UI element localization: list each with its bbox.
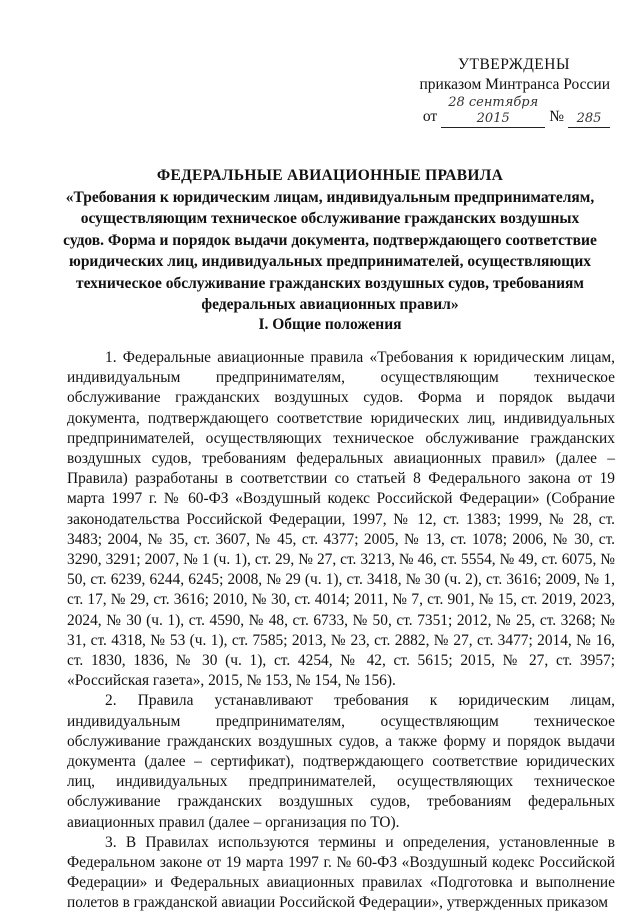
date-prefix: от [422, 108, 438, 125]
approval-order: приказом Минтранса России [419, 76, 610, 93]
handwritten-number: 285 [568, 111, 610, 128]
document-title: ФЕДЕРАЛЬНЫЕ АВИАЦИОННЫЕ ПРАВИЛА [156, 167, 504, 184]
paragraph-2: 2. Правила устанавливают требования к юридическим лицам, индивидуальным предпринимателям, осуществляющим техническое обслуживание гражданских воздушных судов, а также форму и порядок выдачи документа (далее – сертификат), подтверждающего соответствие юридических лиц, индивидуальных предпринимателей, осуществляющих техническое обслуживание гражданских воздушных судов, требованиям федеральных авиационных правил (далее – организация по ТО). [67, 692, 615, 831]
approval-title: УТВЕРЖДЕНЫ [458, 56, 570, 73]
number-label: № [549, 108, 564, 125]
section-title: I. Общие положения [258, 316, 402, 333]
document-body [67, 348, 615, 914]
handwritten-date: 28 сентября 2015 [441, 95, 545, 128]
document-heading [60, 165, 600, 316]
document-subtitle: «Требования к юридическим лицам, индивидуальным предпринимателям, осуществляющим техническое обслуживание гражданских воздушных судов. Форма и порядок выдачи документа, подтверждающего соответствие юридических лиц, индивидуальных предпринимателей, осуществляющих техническое обслуживание гражданских воздушных судов, требованиям федеральных авиационных правил» [63, 188, 597, 313]
approval-dateline [400, 95, 610, 128]
paragraph-3: 3. В Правилах используются термины и определения, установленные в Федеральном законе от 19 марта 1997 г. № 60-ФЗ «Воздушный кодекс Российской Федерации» и Федеральных авиационных правилах «Подготовка и выполнение полетов в гражданской авиации Российской Федерации», утвержденных приказом [67, 833, 615, 912]
paragraph-1: 1. Федеральные авиационные правила «Требования к юридическим лицам, индивидуальным предпринимателям, осуществляющим техническое обслуживание гражданских воздушных судов. Форма и порядок выдачи документа, подтверждающего соответствие юридических лиц, индивидуальных предпринимателей, осуществляющих техническое обслуживание гражданских воздушных судов, требованиям федеральных авиационных правил» (далее – Правила) разработаны в соответствии со статьей 8 Федерального закона от 19 марта 1997 г. № 60-ФЗ «Воздушный кодекс Российской Федерации» (Собрание законодательства Российской Федерации, 1997, № 12, ст. 1383; 1999, № 28, ст. 3483; 2004, № 35, ст. 3607, № 45, ст. 4377; 2005, № 13, ст. 1078; 2006, № 30, ст. 3290, 3291; 2007, № 1 (ч. 1), ст. 29, № 27, ст. 3213, № 46, ст. 5554, № 49, ст. 6075, № 50, ст. 6239, 6244, 6245; 2008, № 29 (ч. 1), ст. 3418, № 30 (ч. 2), ст. 3616; 2009, № 1, ст. 17, № 29, ст. 3616; 2010, № 30, ст. 4014; 2011, № 7, ст. 901, № 15, ст. 2019, 2023, 2024, № 30 (ч. 1), ст. 4590, № 48, ст. 6733, № 50, ст. 7351; 2012, № 25, ст. 3268; № 31, ст. 4318, № 53 (ч. 1), ст. 7585; 2013, № 23, ст. 2882, № 27, ст. 3477; 2014, № 16, ст. 1830, 1836, № 30 (ч. 1), ст. 4254, № 42, ст. 5615; 2015, № 27, ст. 3957; «Российская газета», 2015, № 153, № 154, № 156). [67, 349, 615, 690]
approval-block [400, 54, 610, 128]
